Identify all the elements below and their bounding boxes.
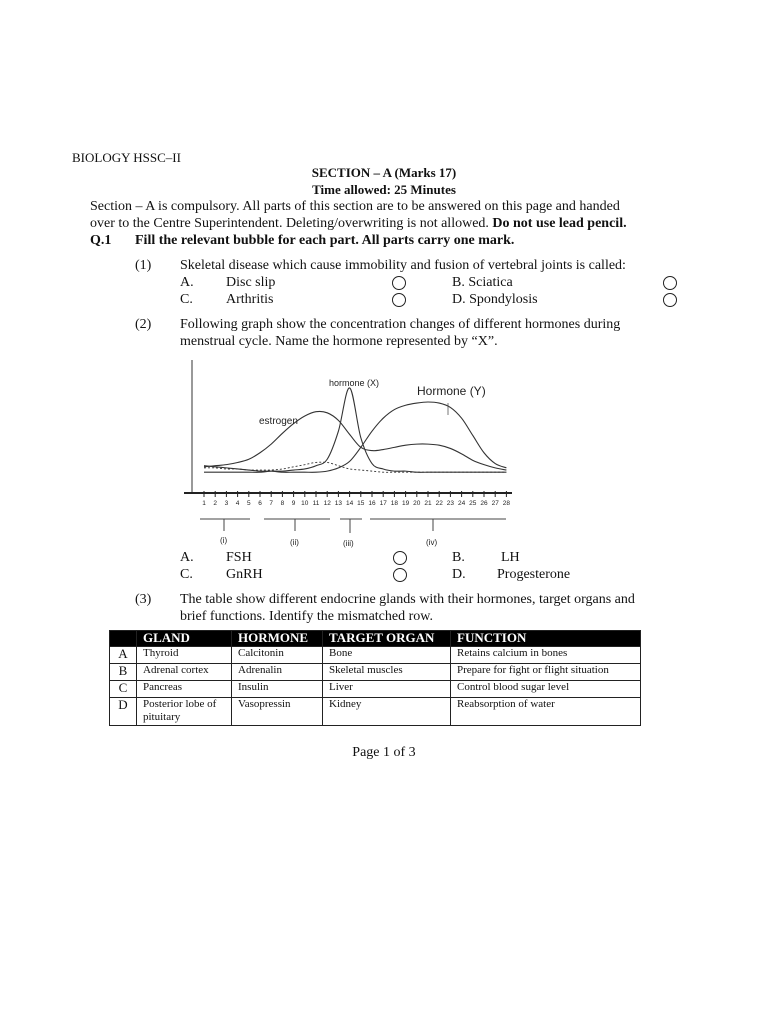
- cell-target: Liver: [323, 681, 451, 698]
- question-3-text-line-1: The table show different endocrine glands with their hormones, target organs and: [180, 592, 635, 607]
- x-tick-label: 3: [224, 500, 229, 507]
- graph-label-hormone-x: hormone (X): [329, 378, 380, 388]
- cell-target: Skeletal muscles: [323, 664, 451, 681]
- x-tick-label: 13: [334, 500, 343, 507]
- x-tick-label: 2: [213, 500, 218, 507]
- cell-hormone: Calcitonin: [232, 647, 323, 664]
- x-tick-label: 24: [457, 500, 466, 507]
- q2-option-c-letter: C.: [180, 567, 193, 582]
- cell-function: Prepare for fight or flight situation: [451, 664, 641, 681]
- instruction-line-1: Section – A is compulsory. All parts of this section are to be answered on this page and handed: [90, 199, 620, 214]
- row-label: C: [110, 681, 137, 698]
- instruction-line-2: [90, 216, 627, 232]
- cell-gland: Adrenal cortex: [137, 664, 232, 681]
- x-tick-label: 6: [258, 500, 262, 507]
- x-tick-label: 25: [469, 500, 477, 507]
- q1-option-b-letter: B.: [452, 275, 465, 290]
- q1-option-d-letter: D.: [452, 292, 466, 307]
- x-tick-label: 10: [301, 500, 309, 507]
- x-tick-label: 17: [379, 500, 387, 507]
- table-row: [110, 698, 641, 726]
- cell-function: Reabsorption of water: [451, 698, 641, 726]
- x-tick-label: 5: [246, 500, 251, 507]
- instruction-line-2-text: over to the Centre Superintendent. Deleting/overwriting is not allowed.: [90, 216, 493, 231]
- table-row: [110, 664, 641, 681]
- x-tick-label: 8: [280, 500, 285, 507]
- x-tick-label: 23: [446, 500, 455, 507]
- section-title: SECTION – A (Marks 17): [311, 165, 457, 180]
- x-tick-label: 12: [323, 500, 331, 507]
- x-tick-label: 9: [291, 500, 296, 507]
- x-tick-label: 26: [480, 500, 488, 507]
- cell-gland: Posterior lobe of pituitary: [137, 698, 232, 726]
- curve-baseline: [204, 462, 506, 472]
- cell-target: Kidney: [323, 698, 451, 726]
- q1-option-b-label: [452, 275, 513, 291]
- x-tick-label: 7: [269, 500, 274, 507]
- x-tick-label: 19: [401, 500, 410, 507]
- question-3-number: (3): [135, 592, 152, 607]
- q1-option-b-text: Sciatica: [468, 275, 513, 290]
- q1-option-d-text: Spondylosis: [469, 292, 538, 307]
- x-tick-label: 20: [413, 500, 421, 507]
- table-header-label: [110, 631, 137, 647]
- cell-gland: Thyroid: [137, 647, 232, 664]
- row-label: A: [110, 647, 137, 664]
- q1-option-a-text: Disc slip: [226, 275, 276, 290]
- graph-label-hormone-y: Hormone (Y): [417, 384, 486, 398]
- cell-hormone: Insulin: [232, 681, 323, 698]
- q1-option-c-text: Arthritis: [226, 292, 274, 307]
- x-tick-label: 11: [312, 500, 320, 507]
- q2-option-a-letter: A.: [180, 550, 194, 565]
- q1-option-a-letter: A.: [180, 275, 194, 290]
- x-tick-label: 18: [390, 500, 399, 507]
- curve-estrogen: [204, 411, 506, 470]
- x-tick-label: 14: [345, 500, 354, 507]
- q1-option-a-bubble[interactable]: [392, 276, 406, 290]
- row-label: D: [110, 698, 137, 726]
- x-tick-label: 21: [424, 500, 432, 507]
- x-tick-label: 4: [235, 500, 240, 507]
- x-tick-label: 16: [368, 500, 376, 507]
- table-header-row: [110, 631, 641, 647]
- question-2-text-line-2: menstrual cycle. Name the hormone represented by “X”.: [180, 334, 498, 349]
- x-tick-label: 28: [502, 500, 511, 507]
- cell-hormone: Adrenalin: [232, 664, 323, 681]
- phase-label-i: (i): [220, 536, 228, 545]
- q1-option-b-bubble[interactable]: [663, 276, 677, 290]
- table-header-function: FUNCTION: [451, 631, 641, 647]
- cell-hormone: Vasopressin: [232, 698, 323, 726]
- q2-option-a-text: FSH: [226, 550, 252, 565]
- curve-hormone-y: [204, 402, 506, 472]
- endocrine-gland-table: [109, 630, 641, 726]
- q1-option-c-bubble[interactable]: [392, 293, 406, 307]
- question-2-text-line-1: Following graph show the concentration changes of different hormones during: [180, 317, 621, 332]
- x-tick-label: 15: [357, 500, 365, 507]
- x-tick-label: 27: [491, 500, 499, 507]
- q2-option-d-text: Progesterone: [497, 567, 571, 582]
- cell-gland: Pancreas: [137, 681, 232, 698]
- lead-pencil-warning: Do not use lead pencil.: [492, 216, 627, 231]
- question-3-text-line-2: brief functions. Identify the mismatched row.: [180, 609, 433, 624]
- cell-function: Control blood sugar level: [451, 681, 641, 698]
- phase-label-ii: (ii): [290, 538, 299, 547]
- q2-option-c-text: GnRH: [226, 567, 263, 582]
- q1-option-c-letter: C.: [180, 292, 193, 307]
- question-1-number: (1): [135, 258, 152, 273]
- time-allowed: Time allowed: 25 Minutes: [312, 182, 456, 197]
- phase-label-iii: (iii): [343, 539, 354, 548]
- q1-option-d-bubble[interactable]: [663, 293, 677, 307]
- graph-label-estrogen: estrogen: [259, 416, 298, 427]
- x-tick-label: 22: [435, 500, 443, 507]
- q2-option-a-bubble[interactable]: [393, 551, 407, 565]
- question-2-number: (2): [135, 317, 152, 332]
- q2-option-b-letter: B.: [452, 550, 465, 565]
- q1-number: Q.1: [90, 233, 112, 248]
- table-row: [110, 647, 641, 664]
- q2-option-d-letter: D.: [452, 567, 466, 582]
- x-tick-label: 1: [202, 500, 206, 507]
- row-label: B: [110, 664, 137, 681]
- cell-target: Bone: [323, 647, 451, 664]
- table-header-gland: GLAND: [137, 631, 232, 647]
- curve-hormone-x: [204, 388, 506, 472]
- phase-label-iv: (iv): [426, 538, 438, 547]
- table-header-target-organ: TARGET ORGAN: [323, 631, 451, 647]
- subject-label: BIOLOGY HSSC–II: [72, 150, 181, 165]
- q1-option-d-label: [452, 292, 538, 308]
- page-number: Page 1 of 3: [352, 745, 416, 760]
- q1-instruction: Fill the relevant bubble for each part. All parts carry one mark.: [135, 233, 515, 248]
- q2-option-c-bubble[interactable]: [393, 568, 407, 582]
- question-1-text: Skeletal disease which cause immobility and fusion of vertebral joints is called:: [180, 258, 626, 273]
- q2-option-b-text: LH: [501, 550, 520, 565]
- cell-function: Retains calcium in bones: [451, 647, 641, 664]
- table-header-hormone: HORMONE: [232, 631, 323, 647]
- table-row: [110, 681, 641, 698]
